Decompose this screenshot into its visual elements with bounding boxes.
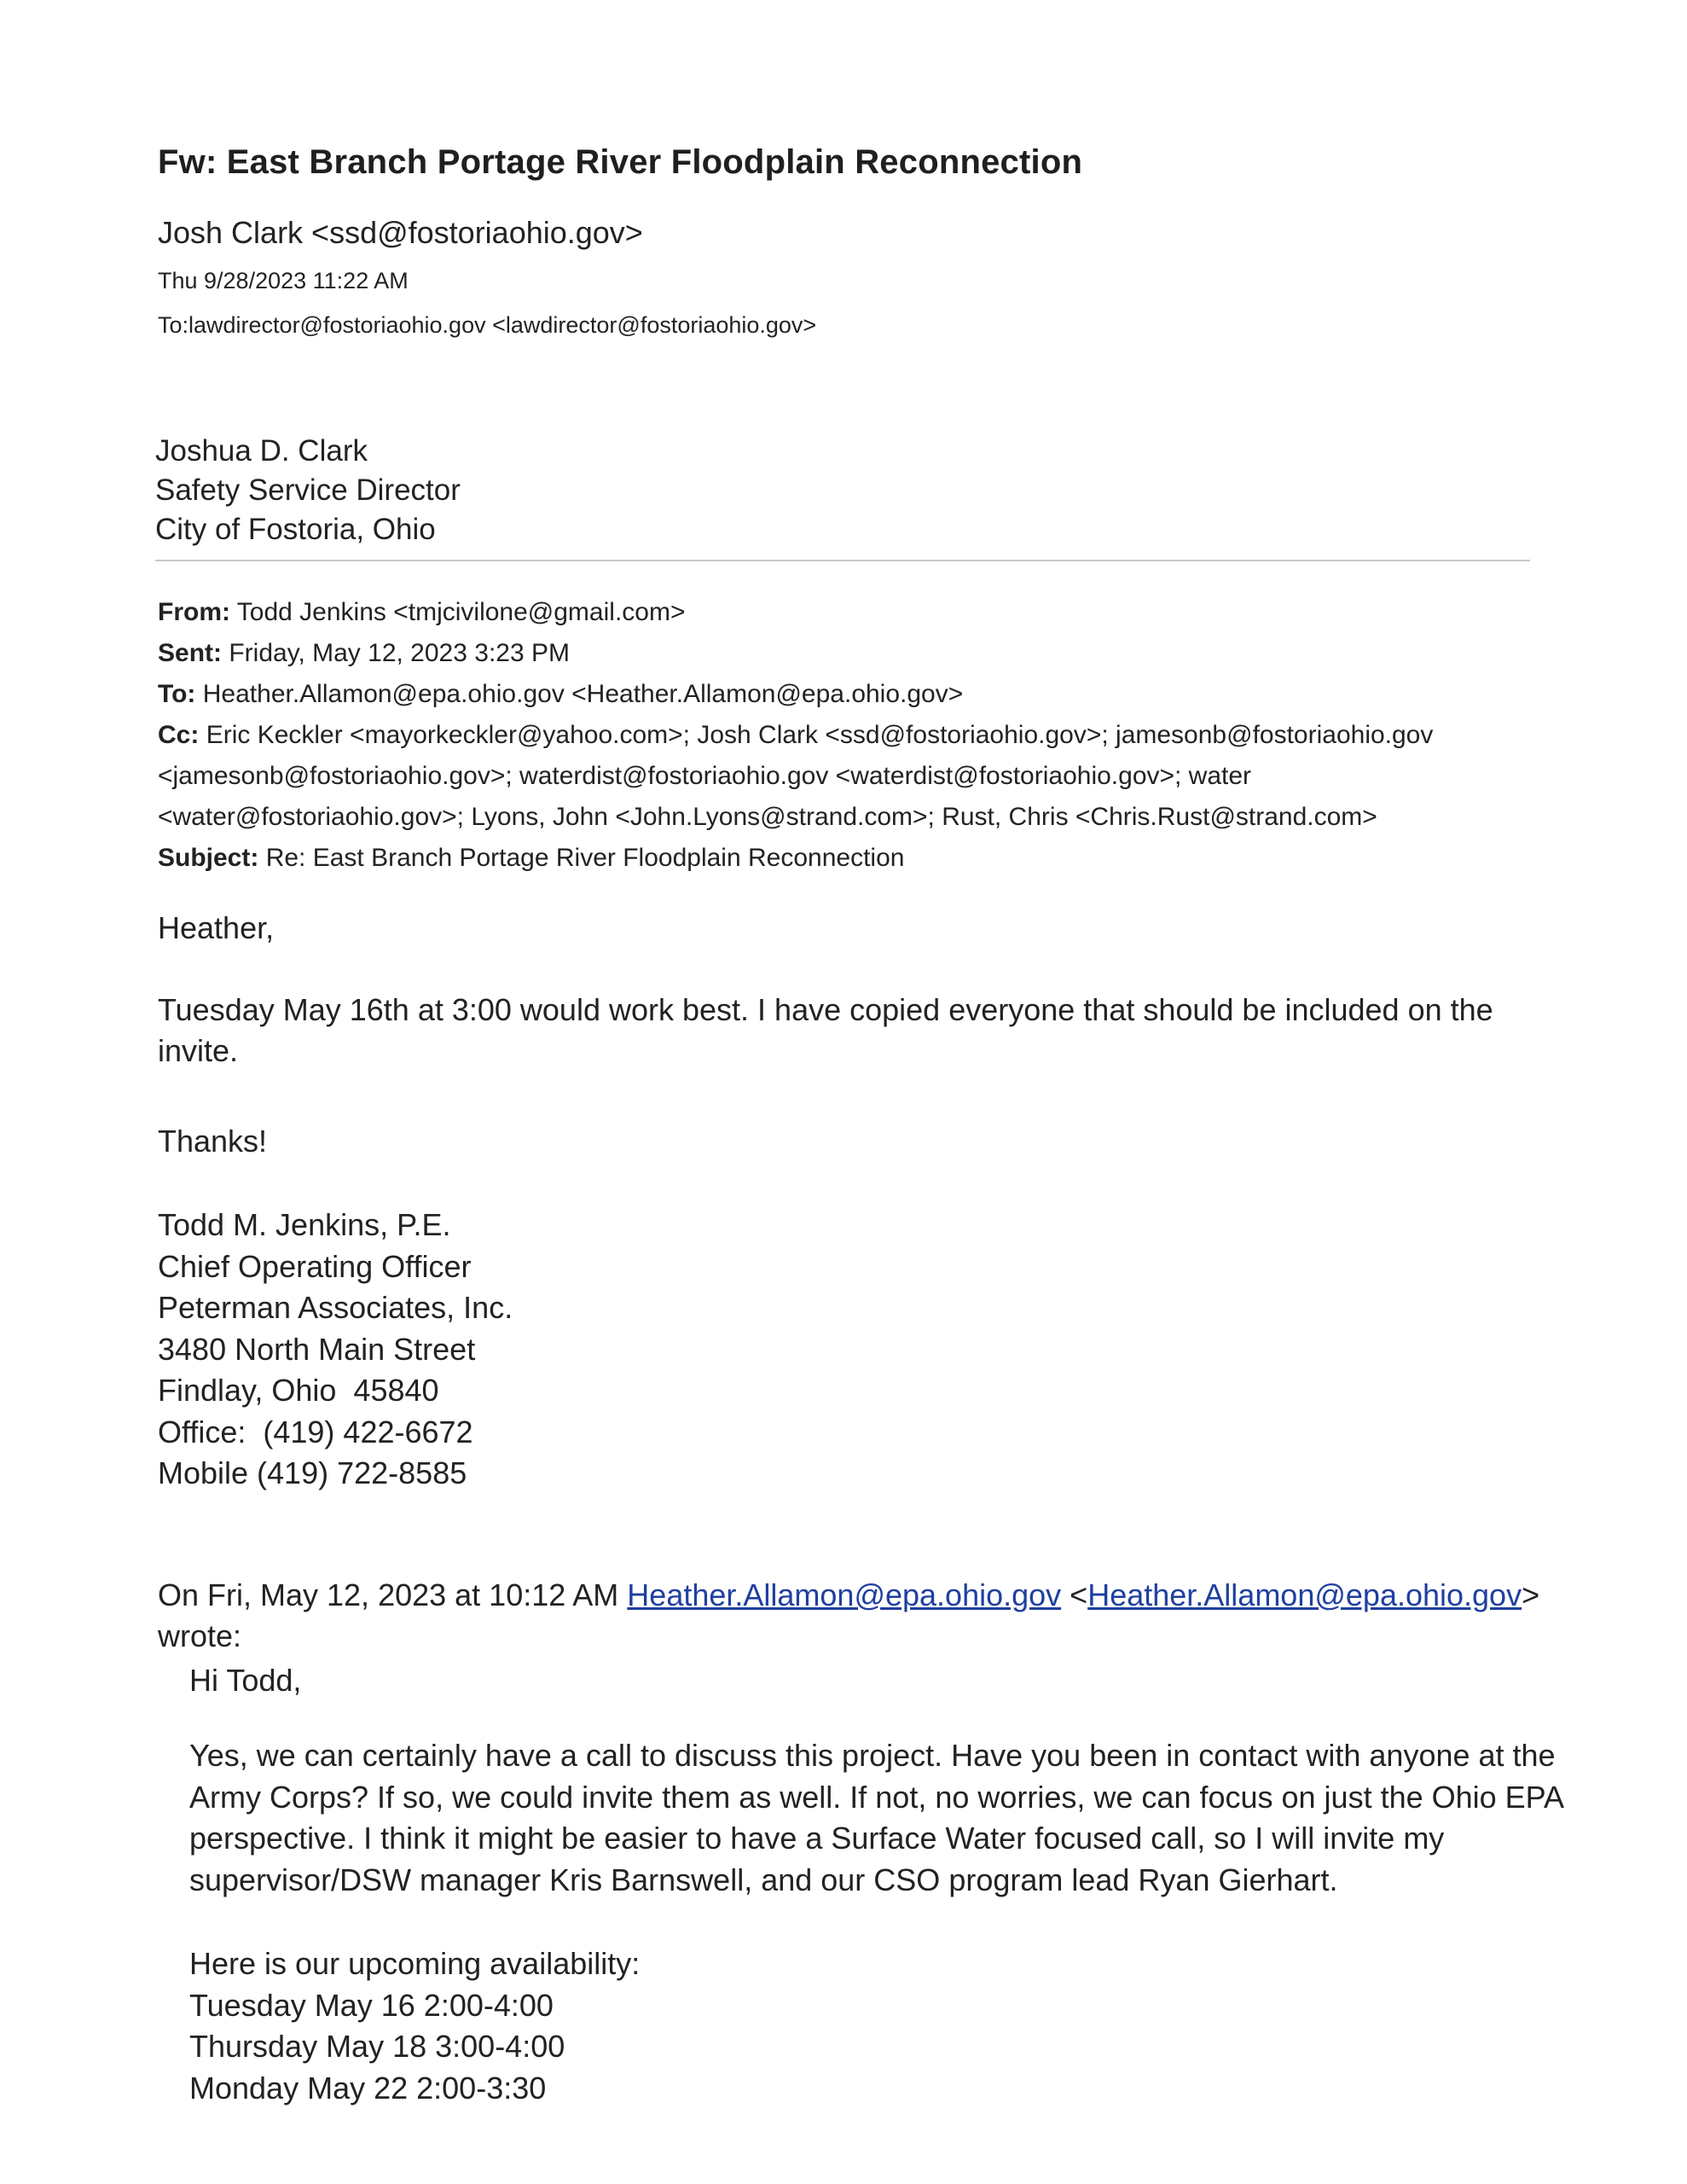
- quote-attribution-bracket-close: >: [1522, 1577, 1540, 1612]
- sent-row: [158, 633, 1539, 674]
- to-value: Heather.Allamon@epa.ohio.gov <Heather.Allamon@epa.ohio.gov>: [202, 680, 964, 708]
- sent-date: Thu 9/28/2023 11:22 AM: [158, 268, 409, 293]
- from-value: Todd Jenkins <tmjcivilone@gmail.com>: [236, 598, 686, 626]
- subject-row: [158, 838, 1539, 879]
- header-divider: [155, 560, 1530, 561]
- message-body-line-2: invite.: [158, 1033, 239, 1068]
- signature-organization: City of Fostoria, Ohio: [155, 513, 436, 546]
- signature-line: Findlay, Ohio 45840: [158, 1373, 439, 1408]
- sender-email-link-bracketed[interactable]: Heather.Allamon@epa.ohio.gov: [1087, 1577, 1522, 1612]
- from-label: From:: [158, 598, 230, 626]
- availability-slot: Tuesday May 16 2:00-4:00: [189, 1987, 554, 2023]
- quoted-paragraph: [189, 1735, 1571, 1901]
- availability-slot: Monday May 22 2:00-3:30: [189, 2070, 547, 2106]
- signature-line: Todd M. Jenkins, P.E.: [158, 1207, 451, 1242]
- sender-line: Josh Clark <ssd@fostoriaohio.gov>: [158, 215, 643, 250]
- quote-attribution-prefix: On Fri, May 12, 2023 at 10:12 AM: [158, 1577, 628, 1612]
- signature-line: Peterman Associates, Inc.: [158, 1290, 513, 1325]
- quote-attribution-bracket-open: <: [1061, 1577, 1088, 1612]
- email-subject-title: Fw: East Branch Portage River Floodplain Reconnection: [158, 143, 1083, 181]
- quote-attribution: [158, 1575, 1565, 1657]
- availability-list: [189, 1943, 1571, 2109]
- message-greeting: Heather,: [158, 910, 275, 945]
- message-body: [158, 990, 1565, 1072]
- cc-row-continued-2: <water@fostoriaohio.gov>; Lyons, John <John.Lyons@strand.com>; Rust, Chris <Chris.Rust@strand.com>: [158, 803, 1377, 831]
- message-closing: Thanks!: [158, 1124, 268, 1159]
- quoted-paragraph-line: perspective. I think it might be easier to have a Surface Water focused call, so I will invite my: [189, 1821, 1445, 1856]
- subject-label: Subject:: [158, 844, 259, 872]
- to-label: To:: [158, 680, 196, 708]
- signature-line: Office: (419) 422-6672: [158, 1414, 473, 1449]
- cc-value-line1: Eric Keckler <mayorkeckler@yahoo.com>; Josh Clark <ssd@fostoriaohio.gov>; jamesonb@fostoriaohio.gov: [206, 721, 1434, 749]
- original-message-header: [158, 592, 1539, 879]
- recipient-line: To:lawdirector@fostoriaohio.gov <lawdirector@fostoriaohio.gov>: [158, 312, 817, 338]
- availability-title: Here is our upcoming availability:: [189, 1946, 641, 1981]
- sent-label: Sent:: [158, 639, 222, 667]
- cc-label: Cc:: [158, 721, 200, 749]
- signature-name: Joshua D. Clark: [155, 434, 368, 468]
- quote-attribution-line: [158, 1575, 1565, 1616]
- sender-signature: [158, 1205, 513, 1495]
- signature-title: Safety Service Director: [155, 473, 461, 507]
- sender-email-link[interactable]: Heather.Allamon@epa.ohio.gov: [627, 1577, 1062, 1612]
- message-body-line-1: Tuesday May 16th at 3:00 would work best. I have copied everyone that should be included on the: [158, 992, 1493, 1027]
- quoted-paragraph-line: Army Corps? If so, we could invite them as well. If not, no worries, we can focus on just the Ohio EPA: [189, 1779, 1565, 1815]
- quoted-greeting: Hi Todd,: [189, 1663, 302, 1698]
- subject-value: Re: East Branch Portage River Floodplain Reconnection: [265, 844, 905, 872]
- signature-line: Chief Operating Officer: [158, 1248, 472, 1284]
- quote-attribution-wrote: wrote:: [158, 1618, 242, 1653]
- quoted-paragraph-line: Yes, we can certainly have a call to discuss this project. Have you been in contact with anyone at the: [189, 1738, 1556, 1773]
- signature-line: Mobile (419) 722-8585: [158, 1455, 467, 1490]
- forwarder-signature: [155, 432, 461, 549]
- quoted-paragraph-line: supervisor/DSW manager Kris Barnswell, and our CSO program lead Ryan Gierhart.: [189, 1862, 1338, 1897]
- availability-slot: Thursday May 18 3:00-4:00: [189, 2029, 565, 2064]
- from-row: [158, 592, 1539, 633]
- to-row: [158, 674, 1539, 715]
- cc-row-continued-1: <jamesonb@fostoriaohio.gov>; waterdist@fostoriaohio.gov <waterdist@fostoriaohio.gov>; water: [158, 762, 1252, 790]
- signature-line: 3480 North Main Street: [158, 1331, 476, 1367]
- sent-value: Friday, May 12, 2023 3:23 PM: [229, 639, 570, 667]
- cc-row: [158, 715, 1539, 756]
